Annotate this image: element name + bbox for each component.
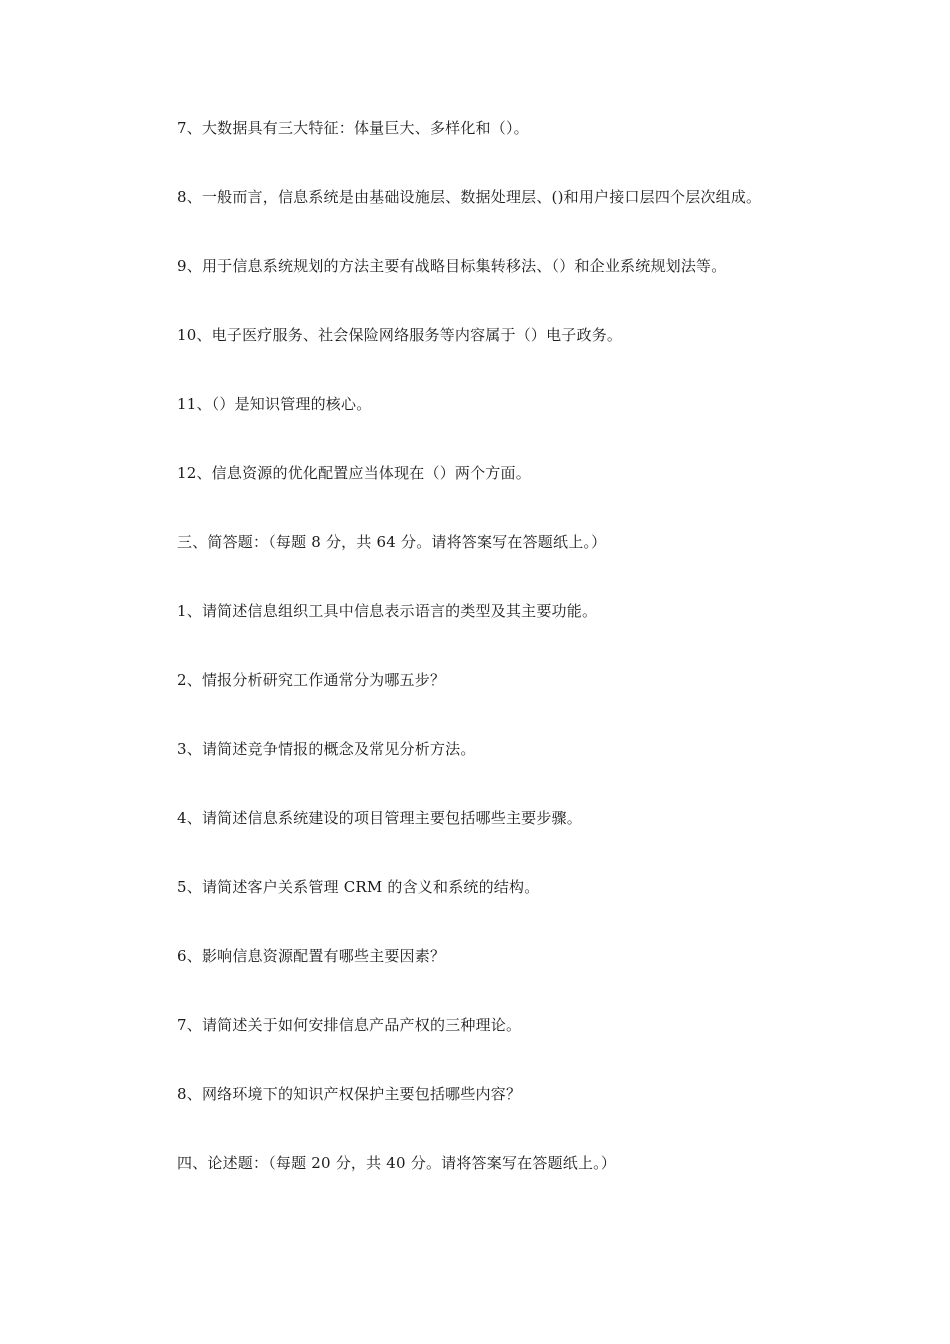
question-fill-11: 11、（）是知识管理的核心。: [177, 395, 372, 413]
question-short-7: 7、请简述关于如何安排信息产品产权的三种理论。: [177, 1016, 522, 1034]
section-heading-short-answer: 三、简答题：（每题 8 分，共 64 分。请将答案写在答题纸上。）: [177, 533, 607, 551]
question-short-3: 3、请简述竞争情报的概念及常见分析方法。: [177, 740, 476, 758]
question-fill-9: 9、用于信息系统规划的方法主要有战略目标集转移法、（）和企业系统规划法等。: [177, 257, 727, 275]
question-short-6: 6、影响信息资源配置有哪些主要因素？: [177, 947, 446, 965]
question-fill-10: 10、电子医疗服务、社会保险网络服务等内容属于（）电子政务。: [177, 326, 623, 344]
question-fill-12: 12、信息资源的优化配置应当体现在（）两个方面。: [177, 464, 531, 482]
question-short-1: 1、请简述信息组织工具中信息表示语言的类型及其主要功能。: [177, 602, 598, 620]
question-short-2: 2、情报分析研究工作通常分为哪五步？: [177, 671, 446, 689]
question-fill-8: 8、一般而言，信息系统是由基础设施层、数据处理层、()和用户接口层四个层次组成。: [177, 188, 762, 206]
section-heading-essay: 四、论述题：（每题 20 分，共 40 分。请将答案写在答题纸上。）: [177, 1154, 617, 1172]
question-short-8: 8、网络环境下的知识产权保护主要包括哪些内容？: [177, 1085, 522, 1103]
question-short-5: 5、请简述客户关系管理 CRM 的含义和系统的结构。: [177, 878, 540, 896]
question-fill-7: 7、大数据具有三大特征：体量巨大、多样化和（）。: [177, 119, 529, 137]
question-short-4: 4、请简述信息系统建设的项目管理主要包括哪些主要步骤。: [177, 809, 582, 827]
